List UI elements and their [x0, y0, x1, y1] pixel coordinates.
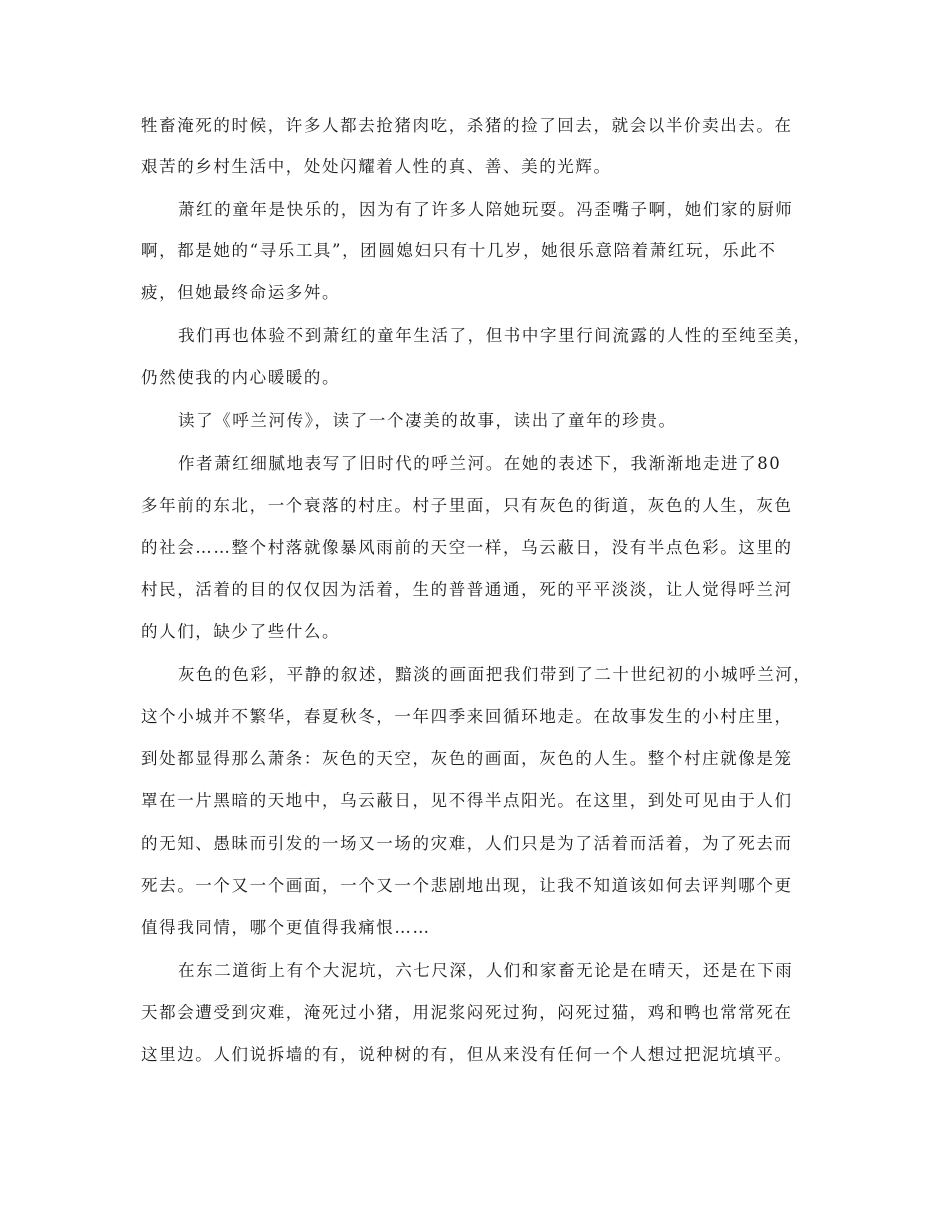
text-line-4: 啊，都是她的“寻乐工具”，团圆媳妇只有十几岁，她很乐意陪着萧红玩，乐此不 — [141, 241, 777, 260]
paragraph-start-line-14: 灰色的色彩，平静的叙述，黯淡的画面把我们带到了二十世纪初的小城呼兰河， — [178, 665, 812, 684]
text-line-15: 这个小城并不繁华，春夏秋冬，一年四季来回循环地走。在故事发生的小村庄里， — [141, 707, 793, 726]
text-line-23: 这里边。人们说拆墙的有，说种树的有，但从来没有任何一个人想过把泥坑填平。 — [141, 1045, 793, 1064]
text-line-7: 仍然使我的内心暖暖的。 — [141, 368, 341, 387]
text-line-11: 的社会……整个村落就像暴风雨前的天空一样，乌云蔽日，没有半点色彩。这里的 — [141, 538, 793, 557]
paragraph-start-line-8: 读了《呼兰河传》，读了一个凄美的故事，读出了童年的珍贵。 — [178, 411, 677, 430]
text-line-19: 死去。一个又一个画面，一个又一个悲剧地出现，让我不知道该如何去评判哪个更 — [141, 876, 793, 895]
text-line-18: 的无知、愚昧而引发的一场又一场的灾难，人们只是为了活着而活着，为了死去而 — [141, 834, 793, 853]
text-line-20: 值得我同情，哪个更值得我痛恨…… — [141, 918, 431, 937]
paragraph-start-line-3: 萧红的童年是快乐的，因为有了许多人陪她玩耍。冯歪嘴子啊，她们家的厨师 — [178, 200, 794, 219]
text-line-2: 艰苦的乡村生活中，处处闪耀着人性的真、善、美的光辉。 — [141, 157, 612, 176]
text-line-17: 罩在一片黑暗的天地中，乌云蔽日，见不得半点阳光。在这里，到处可见由于人们 — [141, 791, 793, 810]
text-line-13: 的人们，缺少了些什么。 — [141, 622, 341, 641]
text-line-10: 多年前的东北，一个衰落的村庄。村子里面，只有灰色的街道，灰色的人生，灰色 — [141, 496, 793, 515]
paragraph-start-line-9: 作者萧红细腻地表写了旧时代的呼兰河。在她的表述下，我渐渐地走进了80 — [178, 454, 782, 473]
text-line-22: 天都会遭受到灾难，淹死过小猪，用泥浆闷死过狗，闷死过猫，鸡和鸭也常常死在 — [141, 1003, 793, 1022]
text-line-5: 疲，但她最终命运多舛。 — [141, 283, 341, 302]
text-line-12: 村民，活着的目的仅仅因为活着，生的普普通通，死的平平淡淡，让人觉得呼兰河 — [141, 580, 793, 599]
paragraph-start-line-6: 我们再也体验不到萧红的童年生活了，但书中字里行间流露的人性的至纯至美， — [178, 326, 812, 345]
paragraph-start-line-21: 在东二道街上有个大泥坑，六七尺深，人们和家畜无论是在晴天，还是在下雨 — [178, 961, 794, 980]
text-line-1: 牲畜淹死的时候，许多人都去抢猪肉吃，杀猪的捡了回去，就会以半价卖出去。在 — [141, 116, 793, 135]
text-line-16: 到处都显得那么萧条：灰色的天空，灰色的画面，灰色的人生。整个村庄就像是笼 — [141, 749, 793, 768]
